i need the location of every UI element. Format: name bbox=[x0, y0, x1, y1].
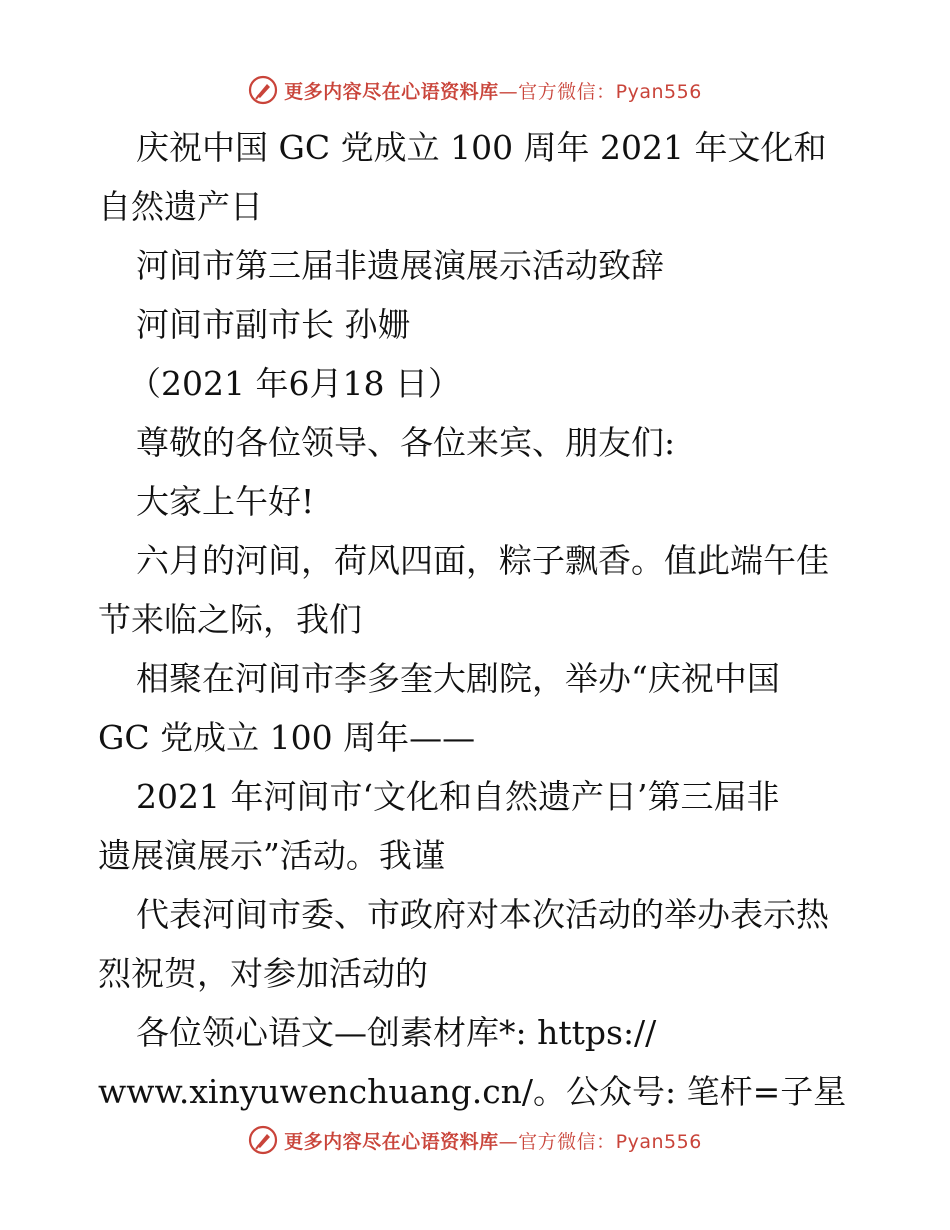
footer-banner bbox=[0, 1122, 950, 1158]
paragraph-line: 2021 年河间市‘文化和自然遗产日’第三届非 bbox=[136, 777, 780, 816]
banner-text: 更多内容尽在心语资料库—官方微信：Pyan556 bbox=[284, 1130, 702, 1153]
header-banner bbox=[0, 72, 950, 108]
greeting-line: 大家上午好! bbox=[136, 482, 315, 521]
paragraph-line: 各位领心语文—创素材库*: https:// bbox=[136, 1013, 657, 1052]
paragraph-line: www.xinyuwenchuang.cn/。公众号: 笔杆=子星 bbox=[98, 1072, 847, 1111]
date-line: （2021 年6月18 日） bbox=[128, 364, 461, 403]
paragraph-line: 烈祝贺，对参加活动的 bbox=[98, 954, 428, 993]
subtitle-line: 河间市第三届非遗展演展示活动致辞 bbox=[136, 246, 664, 285]
title-line-1: 庆祝中国 GC 党成立 100 周年 2021 年文化和 bbox=[136, 128, 827, 167]
title-line-2: 自然遗产日 bbox=[98, 187, 263, 226]
quill-logo-icon bbox=[248, 1125, 278, 1155]
paragraph-line: 遗展演展示”活动。我谨 bbox=[98, 836, 445, 875]
paragraph-line: 相聚在河间市李多奎大剧院，举办“庆祝中国 bbox=[136, 659, 780, 698]
salutation-line: 尊敬的各位领导、各位来宾、朋友们: bbox=[136, 423, 676, 462]
paragraph-line: 节来临之际，我们 bbox=[98, 600, 362, 639]
paragraph-line: 六月的河间，荷风四面，粽子飘香。值此端午佳 bbox=[136, 541, 829, 580]
document-body bbox=[98, 118, 898, 1121]
paragraph-line: 代表河间市委、市政府对本次活动的举办表示热 bbox=[136, 895, 829, 934]
paragraph-line: GC 党成立 100 周年—— bbox=[98, 718, 476, 757]
speaker-line: 河间市副市长 孙姗 bbox=[136, 305, 411, 344]
banner-text: 更多内容尽在心语资料库—官方微信：Pyan556 bbox=[284, 80, 702, 103]
quill-logo-icon bbox=[248, 75, 278, 105]
